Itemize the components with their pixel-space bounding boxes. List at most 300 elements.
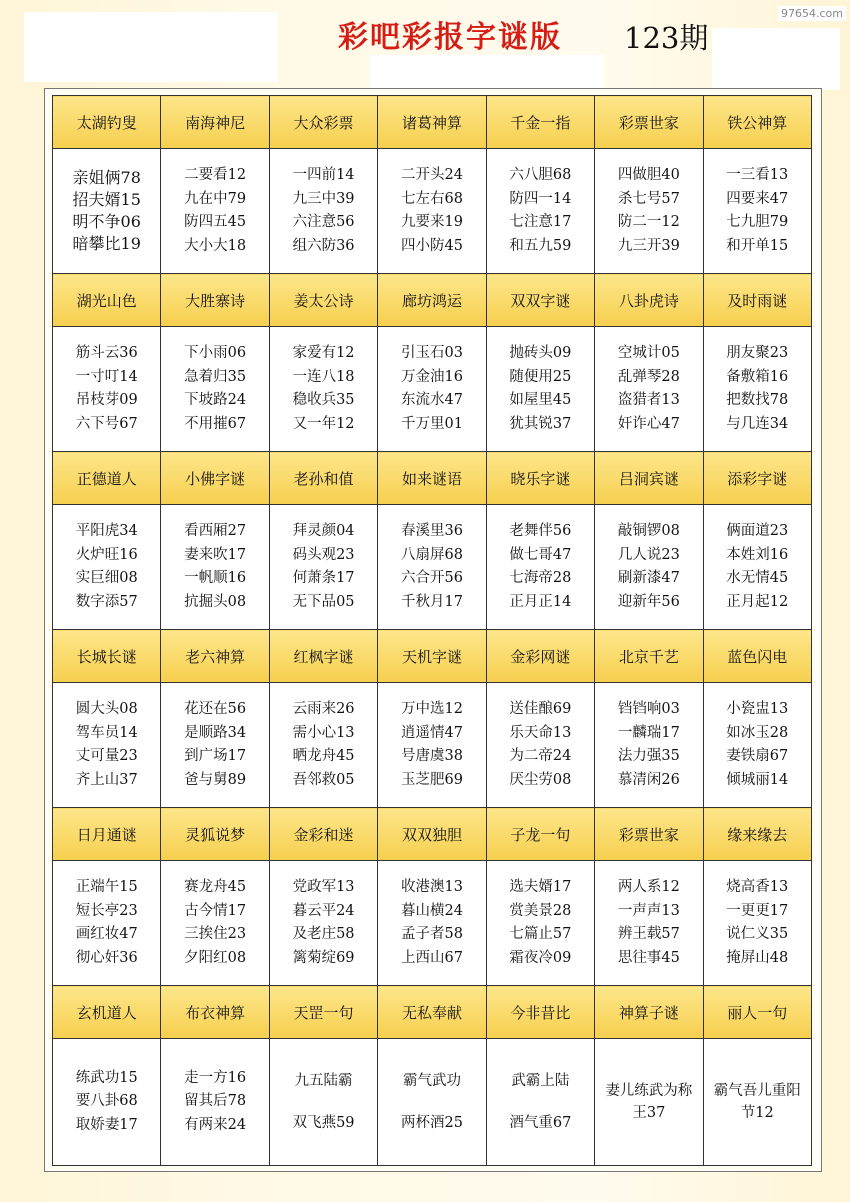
puzzle-line: 又一年12 bbox=[292, 415, 355, 432]
column-header bbox=[269, 808, 377, 861]
column-header bbox=[378, 808, 486, 861]
puzzle-line: 正月起12 bbox=[726, 593, 789, 610]
puzzle-cell bbox=[161, 1039, 269, 1166]
puzzle-line: 九在中79 bbox=[184, 190, 247, 207]
puzzle-line: 家爱有12 bbox=[292, 345, 355, 361]
column-header-label: 缘来缘去 bbox=[727, 825, 788, 844]
puzzle-cell bbox=[703, 149, 811, 274]
puzzle-line: 俩面道23 bbox=[726, 523, 789, 539]
puzzle-line: 要八卦68 bbox=[75, 1093, 138, 1110]
column-header-label: 彩票世家 bbox=[618, 113, 679, 132]
puzzle-line: 招夫婿15 bbox=[72, 190, 141, 209]
puzzle-line: 水无情45 bbox=[726, 570, 789, 586]
puzzle-line: 筋斗云36 bbox=[75, 345, 138, 361]
column-header bbox=[161, 96, 269, 149]
puzzle-cell bbox=[378, 683, 486, 808]
puzzle-line: 七左右68 bbox=[401, 190, 463, 207]
puzzle-line: 防二一12 bbox=[617, 214, 680, 230]
puzzle-line: 码头观23 bbox=[292, 546, 355, 563]
column-header bbox=[378, 630, 486, 683]
puzzle-line: 引玉石03 bbox=[401, 345, 463, 361]
puzzle-line: 与几连34 bbox=[726, 415, 789, 432]
puzzle-line: 慕清闲26 bbox=[617, 771, 680, 788]
puzzle-cell bbox=[595, 861, 703, 986]
puzzle-line: 暮云平24 bbox=[292, 902, 355, 919]
puzzle-line: 万中选12 bbox=[401, 701, 463, 717]
column-header bbox=[269, 274, 377, 327]
puzzle-cell bbox=[53, 861, 161, 986]
puzzle-line: 说仁义35 bbox=[726, 926, 789, 942]
puzzle-line: 抛砖头09 bbox=[509, 345, 572, 361]
column-header-label: 无私奉献 bbox=[401, 1003, 462, 1022]
column-header bbox=[161, 452, 269, 505]
column-header bbox=[703, 452, 811, 505]
puzzle-line: 无下品05 bbox=[292, 593, 355, 610]
column-header-label: 千金一指 bbox=[510, 113, 571, 132]
puzzle-line: 何萧条17 bbox=[292, 570, 355, 586]
puzzle-line: 实巨细08 bbox=[75, 570, 138, 586]
puzzle-cell bbox=[703, 327, 811, 452]
content-row bbox=[53, 327, 812, 452]
puzzle-line: 号唐虞38 bbox=[401, 748, 463, 764]
column-header-label: 长城长谜 bbox=[76, 647, 137, 666]
puzzle-line: 一声声13 bbox=[617, 902, 680, 919]
blank-area-right bbox=[712, 28, 840, 90]
puzzle-line: 做七哥47 bbox=[509, 546, 572, 563]
puzzle-line: 老舞伴56 bbox=[509, 523, 572, 539]
column-header bbox=[53, 808, 161, 861]
puzzle-cell bbox=[53, 1039, 161, 1166]
puzzle-line: 万金油16 bbox=[401, 368, 463, 385]
column-header bbox=[53, 96, 161, 149]
watermark: 97654.com bbox=[778, 6, 846, 21]
column-header-label: 廊坊鸿运 bbox=[401, 291, 462, 310]
puzzle-line: 法力强35 bbox=[617, 748, 680, 764]
puzzle-line: 妻铁扇67 bbox=[726, 748, 789, 764]
puzzle-line: 及老庄58 bbox=[292, 926, 355, 942]
header-row bbox=[53, 630, 812, 683]
column-header bbox=[378, 452, 486, 505]
column-header bbox=[486, 986, 594, 1039]
puzzle-cell bbox=[486, 327, 594, 452]
column-header-label: 天罡一句 bbox=[293, 1003, 354, 1022]
column-header bbox=[269, 630, 377, 683]
puzzle-cell bbox=[53, 505, 161, 630]
puzzle-line: 九五陆霸 bbox=[294, 1073, 353, 1089]
content-row bbox=[53, 1039, 812, 1166]
column-header-label: 添彩字谜 bbox=[727, 469, 788, 488]
puzzle-line: 小瓷盅13 bbox=[726, 701, 789, 717]
puzzle-line: 暗攀比19 bbox=[72, 234, 141, 253]
column-header bbox=[486, 96, 594, 149]
column-header-label: 双双字谜 bbox=[510, 291, 571, 310]
puzzle-line: 一三看13 bbox=[726, 167, 789, 183]
blank-area-middle bbox=[370, 55, 604, 91]
puzzle-line: 防四一14 bbox=[509, 190, 572, 207]
puzzle-grid-body bbox=[53, 96, 812, 1166]
puzzle-line: 一连八18 bbox=[292, 368, 355, 385]
puzzle-line: 和开单15 bbox=[726, 237, 789, 254]
puzzle-line: 乐天命13 bbox=[509, 724, 572, 741]
puzzle-line: 思往事45 bbox=[617, 949, 680, 966]
column-header-label: 湖光山色 bbox=[76, 291, 137, 310]
puzzle-line: 一寸叮14 bbox=[75, 368, 138, 385]
column-header bbox=[703, 96, 811, 149]
puzzle-line: 大小大18 bbox=[184, 237, 247, 254]
puzzle-cell bbox=[269, 149, 377, 274]
puzzle-cell bbox=[269, 1039, 377, 1166]
puzzle-line: 随便用25 bbox=[509, 368, 572, 385]
puzzle-cell bbox=[161, 861, 269, 986]
column-header-label: 吕洞宾谜 bbox=[618, 469, 679, 488]
puzzle-line: 看西厢27 bbox=[184, 523, 247, 539]
puzzle-cell bbox=[269, 327, 377, 452]
puzzle-line: 平阳虎34 bbox=[75, 523, 138, 539]
puzzle-line: 齐上山37 bbox=[75, 771, 138, 788]
puzzle-line: 春溪里36 bbox=[401, 523, 463, 539]
puzzle-line: 赏美景28 bbox=[509, 902, 572, 919]
puzzle-line: 九三开39 bbox=[617, 237, 680, 254]
column-header bbox=[595, 630, 703, 683]
column-header bbox=[486, 274, 594, 327]
column-header-label: 天机字谜 bbox=[401, 647, 462, 666]
column-header-label: 诸葛神算 bbox=[401, 113, 462, 132]
puzzle-line: 走一方16 bbox=[184, 1069, 247, 1086]
puzzle-line: 明不争06 bbox=[72, 212, 141, 231]
puzzle-line: 彻心奸36 bbox=[75, 949, 138, 966]
column-header bbox=[595, 808, 703, 861]
puzzle-line: 驾车员14 bbox=[75, 724, 138, 741]
puzzle-line: 六合开56 bbox=[401, 570, 463, 586]
puzzle-line: 六八胆68 bbox=[509, 167, 572, 183]
column-header bbox=[269, 452, 377, 505]
column-header-label: 老孙和值 bbox=[293, 469, 354, 488]
puzzle-line: 需小心13 bbox=[292, 724, 355, 741]
puzzle-line: 妻儿练武为称王37 bbox=[605, 1083, 693, 1121]
blank-area-left bbox=[24, 12, 278, 82]
puzzle-line: 组六防36 bbox=[292, 237, 355, 254]
puzzle-line: 篱菊绽69 bbox=[292, 949, 355, 966]
puzzle-line: 烧高香13 bbox=[726, 879, 789, 895]
column-header bbox=[595, 986, 703, 1039]
puzzle-cell bbox=[703, 861, 811, 986]
column-header-label: 姜太公诗 bbox=[293, 291, 354, 310]
puzzle-line: 收港澳13 bbox=[401, 879, 463, 895]
puzzle-line: 四要来47 bbox=[726, 190, 789, 207]
column-header-label: 红枫字谜 bbox=[293, 647, 354, 666]
puzzle-line: 一帆顺16 bbox=[184, 570, 247, 586]
puzzle-line: 亲姐俩78 bbox=[72, 168, 141, 187]
puzzle-line: 吊枝芽09 bbox=[75, 392, 138, 408]
puzzle-cell bbox=[595, 505, 703, 630]
puzzle-line: 掩屏山48 bbox=[726, 949, 789, 966]
puzzle-line: 铛铛响03 bbox=[617, 701, 680, 717]
column-header bbox=[53, 986, 161, 1039]
column-header bbox=[703, 274, 811, 327]
puzzle-line: 爸与舅89 bbox=[184, 771, 247, 788]
header-row bbox=[53, 96, 812, 149]
column-header-label: 金彩网谜 bbox=[510, 647, 571, 666]
page-title: 彩吧彩报字谜版 bbox=[338, 20, 562, 55]
puzzle-cell bbox=[595, 1039, 703, 1166]
content-row bbox=[53, 149, 812, 274]
header-row bbox=[53, 986, 812, 1039]
column-header-label: 北京千艺 bbox=[618, 647, 679, 666]
puzzle-line: 几人说23 bbox=[617, 546, 680, 563]
puzzle-line: 正端午15 bbox=[75, 879, 138, 895]
puzzle-line: 花还在56 bbox=[184, 701, 247, 717]
puzzle-line: 七注意17 bbox=[509, 214, 572, 230]
column-header-label: 南海神尼 bbox=[185, 113, 246, 132]
puzzle-line: 九三中39 bbox=[292, 190, 355, 207]
puzzle-cell bbox=[703, 683, 811, 808]
puzzle-cell bbox=[486, 1039, 594, 1166]
puzzle-line: 和五九59 bbox=[509, 237, 572, 254]
column-header bbox=[161, 986, 269, 1039]
puzzle-line: 急着归35 bbox=[184, 368, 247, 385]
puzzle-line: 三挨住23 bbox=[184, 926, 247, 942]
content-row bbox=[53, 861, 812, 986]
puzzle-line: 本姓刘16 bbox=[726, 546, 789, 563]
puzzle-cell bbox=[161, 505, 269, 630]
puzzle-line: 为二帝24 bbox=[509, 748, 572, 764]
puzzle-line: 留其后78 bbox=[184, 1093, 247, 1110]
puzzle-line: 八扇屏68 bbox=[401, 546, 463, 563]
column-header-label: 金彩和迷 bbox=[293, 825, 354, 844]
puzzle-line: 六注意56 bbox=[292, 214, 355, 230]
column-header-label: 灵狐说梦 bbox=[185, 825, 246, 844]
puzzle-line: 空城计05 bbox=[617, 345, 680, 361]
puzzle-line: 下小雨06 bbox=[184, 345, 247, 361]
puzzle-line: 孟子者58 bbox=[401, 926, 463, 942]
puzzle-line: 刷新漆47 bbox=[617, 570, 680, 586]
column-header-label: 太湖钓叟 bbox=[76, 113, 137, 132]
puzzle-line: 两人系12 bbox=[617, 879, 680, 895]
puzzle-line: 二要看12 bbox=[184, 167, 247, 183]
puzzle-cell bbox=[53, 149, 161, 274]
column-header-label: 铁公神算 bbox=[727, 113, 788, 132]
column-header-label: 老六神算 bbox=[185, 647, 246, 666]
puzzle-line: 玉芝肥69 bbox=[401, 771, 463, 788]
column-header bbox=[486, 452, 594, 505]
puzzle-line: 盗猎者13 bbox=[617, 392, 680, 408]
column-header-label: 小佛字谜 bbox=[185, 469, 246, 488]
puzzle-line: 霸气吾儿重阳节12 bbox=[713, 1083, 801, 1121]
puzzle-line: 倾城丽14 bbox=[726, 771, 789, 788]
puzzle-line: 上西山67 bbox=[401, 949, 463, 966]
puzzle-cell bbox=[486, 149, 594, 274]
column-header bbox=[486, 808, 594, 861]
puzzle-line: 数字添57 bbox=[75, 593, 138, 610]
puzzle-line: 如屋里45 bbox=[509, 392, 572, 408]
puzzle-line: 丈可量23 bbox=[75, 748, 138, 764]
puzzle-cell bbox=[161, 683, 269, 808]
column-header-label: 及时雨谜 bbox=[727, 291, 788, 310]
puzzle-line: 千万里01 bbox=[401, 415, 463, 432]
puzzle-line: 到广场17 bbox=[184, 748, 247, 764]
puzzle-line: 是顺路34 bbox=[184, 724, 247, 741]
puzzle-line: 逍遥情47 bbox=[401, 724, 463, 741]
puzzle-line: 一更更17 bbox=[726, 902, 789, 919]
puzzle-line: 四做胆40 bbox=[617, 167, 680, 183]
puzzle-grid bbox=[52, 95, 812, 1166]
puzzle-cell bbox=[378, 327, 486, 452]
puzzle-line: 云雨来26 bbox=[292, 701, 355, 717]
puzzle-line: 下坡路24 bbox=[184, 392, 247, 408]
puzzle-cell bbox=[595, 683, 703, 808]
puzzle-line: 武霸上陆 bbox=[511, 1073, 570, 1089]
column-header-label: 蓝色闪电 bbox=[727, 647, 788, 666]
column-header bbox=[703, 986, 811, 1039]
column-header bbox=[486, 630, 594, 683]
puzzle-cell bbox=[269, 683, 377, 808]
column-header bbox=[595, 452, 703, 505]
puzzle-cell bbox=[378, 861, 486, 986]
puzzle-line: 送佳酿69 bbox=[509, 701, 572, 717]
puzzle-line: 厌尘劳08 bbox=[509, 771, 572, 788]
puzzle-line: 迎新年56 bbox=[617, 593, 680, 610]
puzzle-line: 辨王载57 bbox=[617, 926, 680, 942]
column-header bbox=[703, 630, 811, 683]
puzzle-cell bbox=[595, 149, 703, 274]
puzzle-line: 两杯酒25 bbox=[401, 1115, 463, 1131]
puzzle-line: 画红妆47 bbox=[75, 926, 138, 942]
puzzle-cell bbox=[486, 861, 594, 986]
puzzle-line: 千秋月17 bbox=[401, 593, 463, 610]
puzzle-cell bbox=[703, 505, 811, 630]
column-header bbox=[595, 96, 703, 149]
puzzle-line: 六下号67 bbox=[75, 415, 138, 432]
column-header bbox=[378, 986, 486, 1039]
header-row bbox=[53, 452, 812, 505]
puzzle-line: 朋友聚23 bbox=[726, 345, 789, 361]
column-header-label: 彩票世家 bbox=[618, 825, 679, 844]
column-header bbox=[269, 96, 377, 149]
puzzle-line: 霸气武功 bbox=[402, 1073, 461, 1089]
puzzle-line: 有两来24 bbox=[184, 1116, 247, 1133]
content-row bbox=[53, 683, 812, 808]
puzzle-cell bbox=[703, 1039, 811, 1166]
column-header-label: 大众彩票 bbox=[293, 113, 354, 132]
puzzle-line: 防四五45 bbox=[184, 214, 247, 230]
puzzle-line: 夕阳红08 bbox=[184, 949, 247, 966]
column-header bbox=[53, 274, 161, 327]
puzzle-line: 如冰玉28 bbox=[726, 724, 789, 741]
puzzle-line: 东流水47 bbox=[401, 392, 463, 408]
puzzle-line: 把数找78 bbox=[726, 392, 789, 408]
puzzle-cell bbox=[53, 327, 161, 452]
column-header-label: 日月通谜 bbox=[76, 825, 137, 844]
puzzle-line: 敲铜锣08 bbox=[617, 523, 680, 539]
issue-number: 123期 bbox=[624, 21, 709, 55]
column-header-label: 子龙一句 bbox=[510, 825, 571, 844]
puzzle-line: 二开头24 bbox=[401, 167, 463, 183]
column-header bbox=[595, 274, 703, 327]
puzzle-cell bbox=[53, 683, 161, 808]
puzzle-cell bbox=[269, 505, 377, 630]
column-header-label: 大胜寨诗 bbox=[185, 291, 246, 310]
puzzle-cell bbox=[378, 505, 486, 630]
puzzle-line: 晒龙舟45 bbox=[292, 748, 355, 764]
puzzle-line: 妻来吹17 bbox=[184, 546, 247, 563]
puzzle-cell bbox=[161, 149, 269, 274]
puzzle-cell bbox=[161, 327, 269, 452]
puzzle-line: 暮山横24 bbox=[401, 902, 463, 919]
puzzle-line: 短长亭23 bbox=[75, 902, 138, 919]
puzzle-line: 七海帝28 bbox=[509, 570, 572, 586]
puzzle-line: 奸诈心47 bbox=[617, 415, 680, 432]
column-header-label: 八卦虎诗 bbox=[618, 291, 679, 310]
content-row bbox=[53, 505, 812, 630]
column-header bbox=[53, 630, 161, 683]
puzzle-line: 九要来19 bbox=[401, 214, 463, 230]
puzzle-line: 七篇止57 bbox=[509, 926, 572, 942]
puzzle-cell bbox=[378, 1039, 486, 1166]
column-header-label: 丽人一句 bbox=[727, 1003, 788, 1022]
column-header bbox=[378, 96, 486, 149]
puzzle-line: 杀七号57 bbox=[617, 190, 680, 207]
column-header-label: 布衣神算 bbox=[185, 1003, 246, 1022]
puzzle-line: 犹其锐37 bbox=[509, 415, 572, 432]
puzzle-line: 七九胆79 bbox=[726, 214, 789, 230]
puzzle-line: 备敷箱16 bbox=[726, 368, 789, 385]
column-header-label: 神算子谜 bbox=[618, 1003, 679, 1022]
puzzle-cell bbox=[486, 505, 594, 630]
puzzle-line: 练武功15 bbox=[75, 1069, 138, 1086]
header-row bbox=[53, 808, 812, 861]
puzzle-line: 一四前14 bbox=[292, 167, 355, 183]
column-header-label: 今非昔比 bbox=[510, 1003, 571, 1022]
puzzle-line: 酒气重67 bbox=[509, 1115, 572, 1131]
puzzle-cell bbox=[378, 149, 486, 274]
puzzle-cell bbox=[269, 861, 377, 986]
puzzle-line: 乱弹琴28 bbox=[617, 368, 680, 385]
column-header-label: 正德道人 bbox=[76, 469, 137, 488]
column-header bbox=[53, 452, 161, 505]
puzzle-line: 吾邻救05 bbox=[292, 771, 355, 788]
puzzle-line: 党政军13 bbox=[292, 879, 355, 895]
puzzle-line: 一麟瑞17 bbox=[617, 724, 680, 741]
puzzle-line: 不用摧67 bbox=[184, 415, 247, 432]
puzzle-line: 取娇妻17 bbox=[75, 1116, 138, 1133]
puzzle-line: 圆大头08 bbox=[75, 701, 138, 717]
puzzle-line: 正月正14 bbox=[509, 593, 572, 610]
puzzle-line: 拜灵颜04 bbox=[292, 523, 355, 539]
column-header-label: 双双独胆 bbox=[401, 825, 462, 844]
puzzle-cell bbox=[486, 683, 594, 808]
column-header bbox=[269, 986, 377, 1039]
puzzle-line: 抗掘头08 bbox=[184, 593, 247, 610]
puzzle-line: 古今情17 bbox=[184, 902, 247, 919]
column-header-label: 玄机道人 bbox=[76, 1003, 137, 1022]
column-header bbox=[378, 274, 486, 327]
header-row bbox=[53, 274, 812, 327]
puzzle-line: 火炉旺16 bbox=[75, 546, 138, 563]
puzzle-line: 赛龙舟45 bbox=[184, 879, 247, 895]
puzzle-line: 稳收兵35 bbox=[292, 392, 355, 408]
column-header-label: 如来谜语 bbox=[401, 469, 462, 488]
puzzle-line: 霜夜冷09 bbox=[509, 949, 572, 966]
column-header bbox=[703, 808, 811, 861]
puzzle-line: 四小防45 bbox=[401, 237, 463, 254]
column-header bbox=[161, 808, 269, 861]
puzzle-line: 选夫婿17 bbox=[509, 879, 572, 895]
column-header bbox=[161, 274, 269, 327]
column-header bbox=[161, 630, 269, 683]
puzzle-cell bbox=[595, 327, 703, 452]
puzzle-line: 双飞燕59 bbox=[292, 1115, 355, 1131]
column-header-label: 晓乐字谜 bbox=[510, 469, 571, 488]
